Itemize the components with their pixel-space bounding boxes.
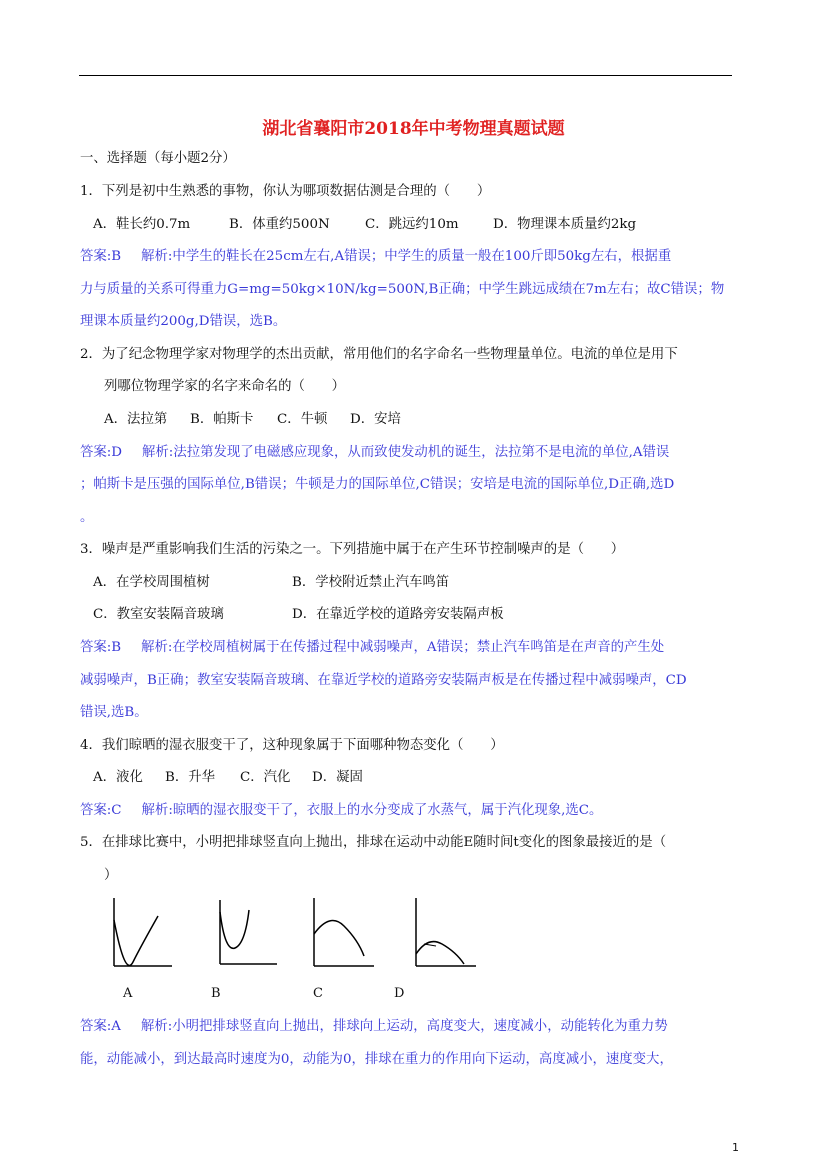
q4-stem: 4．我们晾晒的湿衣服变干了，这种现象属于下面哪种物态变化（ ） [80,738,504,753]
graph-b-label: B [211,986,221,1001]
graph-d-label: D [394,986,405,1001]
q5-stem-1: 5．在排球比赛中，小明把排球竖直向上抛出，排球在运动中动能E随时间t变化的图象最接近的是（ [80,835,667,850]
q2-option-c: C．牛顿 [277,412,328,427]
q3-option-d: D．在靠近学校的道路旁安装隔声板 [292,607,504,622]
q3-option-a: A．在学校周围植树 [93,575,210,590]
graph-c [300,890,380,975]
q3-stem: 3．噪声是严重影响我们生活的污染之一。下列措施中属于在产生环节控制噪声的是（ ） [80,542,625,557]
q4-answer-line-1 [80,801,602,821]
q2-stem-2: 列哪位物理学家的名字来命名的（ ） [104,379,346,394]
q3-explanation-2: 减弱噪声，B正确；教室安装隔音玻璃、在靠近学校的道路旁安装隔声板是在传播过程中减弱噪声，CD [80,673,687,688]
q2-answer-tag: 答案:D [80,445,123,460]
q4-option-a: A．液化 [93,770,143,785]
q3-option-c: C．教室安装隔音玻璃 [93,607,224,622]
q1-option-b: B．体重约500N [229,217,330,232]
q2-option-b: B．帕斯卡 [190,412,254,427]
header-rule [79,75,732,76]
q2-option-a: A．法拉第 [104,412,168,427]
graph-c-label: C [313,986,323,1001]
graph-a [100,890,180,975]
q1-stem: 1．下列是初中生熟悉的事物，你认为哪项数据估测是合理的（ ） [80,184,491,199]
page-title: 湖北省襄阳市2018年中考物理真题试题 [262,119,565,139]
q3-explanation-1: 解析:在学校周植树属于在传播过程中减弱噪声，A错误；禁止汽车鸣笛是在声音的产生处 [141,640,665,655]
q2-explanation-3: 。 [80,510,94,525]
q3-answer-tag: 答案:B [80,640,122,655]
q1-explanation-1: 解析:中学生的鞋长在25cm左右,A错误；中学生的质量一般在100斤即50kg左右，根据重 [141,249,672,264]
q2-explanation-1: 解析:法拉第发现了电磁感应现象，从而致使发动机的诞生，法拉第不是电流的单位,A错误 [142,445,670,460]
q3-answer-line-1 [80,638,664,658]
q3-option-b: B．学校附近禁止汽车鸣笛 [292,575,450,590]
graph-b [207,890,287,975]
graph-a-curve [114,916,158,965]
q4-answer-tag: 答案:C [80,803,122,818]
graph-a-label: A [123,986,133,1001]
q1-option-a: A．鞋长约0.7m [93,217,191,232]
graph-d-curve [416,942,464,964]
graph-b-curve [220,910,249,948]
q5-answer-line-1 [80,1017,668,1037]
q5-explanation-2: 能，动能减小，到达最高时速度为0，动能为0，排球在重力的作用向下运动，高度减小，速度变大， [80,1052,673,1067]
q4-option-d: D．凝固 [312,770,363,785]
page-number: 1 [732,1141,739,1154]
q1-answer-tag: 答案:B [80,249,122,264]
q5-stem-2: ） [104,868,118,883]
graph-d-tick [424,944,436,946]
graph-c-curve [314,921,364,956]
q4-explanation-1: 解析:晾晒的湿衣服变干了，衣服上的水分变成了水蒸气，属于汽化现象,选C。 [141,803,603,818]
q2-explanation-2: ；帕斯卡是压强的国际单位,B错误；牛顿是力的国际单位,C错误；安培是电流的国际单位,D正确,选D [80,477,675,492]
q5-answer-tag: 答案:A [80,1019,121,1034]
q2-answer-line-1 [80,443,669,463]
q2-stem-1: 2．为了纪念物理学家对物理学的杰出贡献，常用他们的名字命名一些物理量单位。电流的单位是用下 [80,347,678,362]
q1-answer-line-1 [80,247,671,267]
q1-explanation-3: 理课本质量约200g,D错误，选B。 [80,314,287,329]
q4-option-b: B．升华 [165,770,216,785]
graph-d [402,890,482,975]
q4-option-c: C．汽化 [240,770,291,785]
q5-explanation-1: 解析:小明把排球竖直向上抛出，排球向上运动，高度变大，速度减小，动能转化为重力势 [140,1019,668,1034]
q1-explanation-2: 力与质量的关系可得重力G=mg=50kg×10N/kg=500N,B正确；中学生跳远成绩在7m左右；故C错误；物 [80,282,725,297]
q1-option-d: D．物理课本质量约2kg [493,217,637,232]
section-heading: 一、选择题（每小题2分） [80,151,236,166]
q2-option-d: D．安培 [350,412,401,427]
q3-explanation-3: 错误,选B。 [80,705,148,720]
q1-option-c: C．跳远约10m [365,217,459,232]
